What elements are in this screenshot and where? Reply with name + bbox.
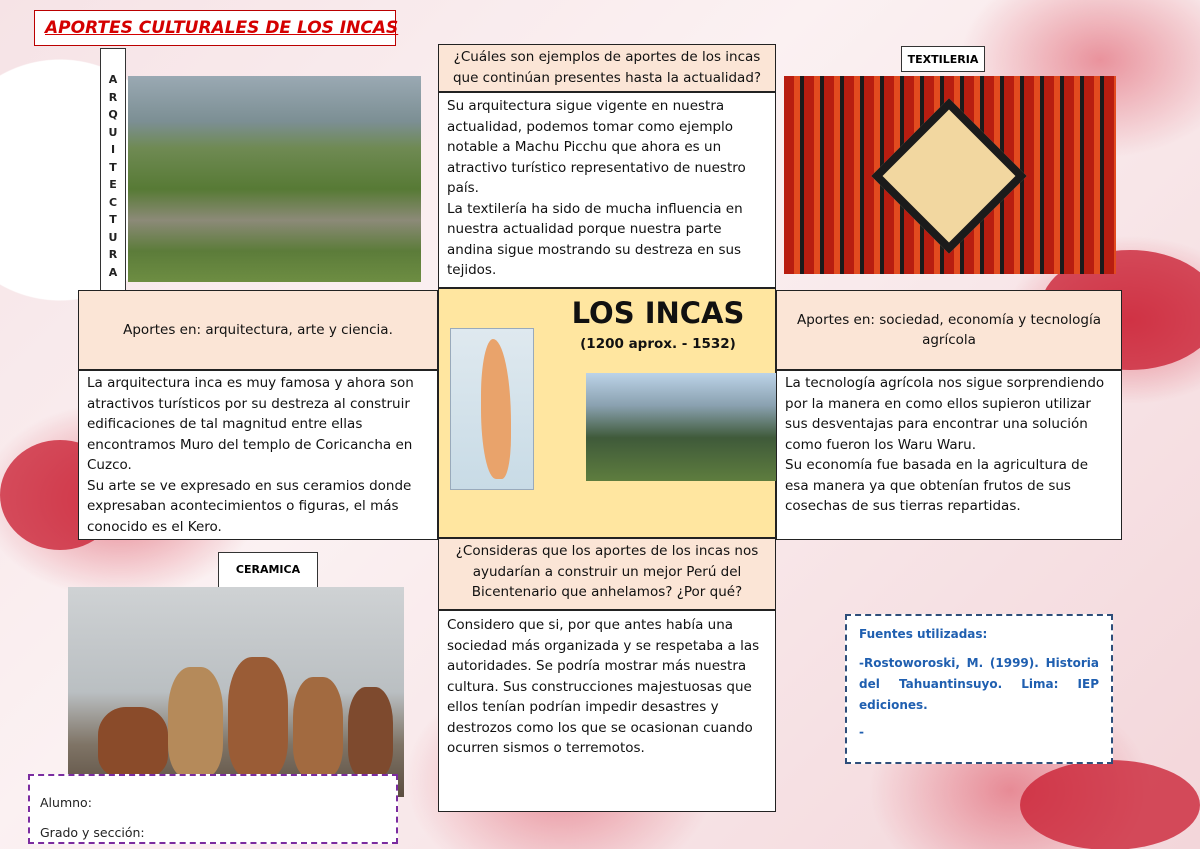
center-title: LOS INCAS — [571, 296, 745, 330]
student-grade-label: Grado y sección: — [40, 825, 145, 840]
right-body-paragraph: La tecnología agrícola nos sigue sorprendiendo por la manera en como ellos supieron utilizar sus desventajas para encontrar una solución como fueron los Waru Waru. — [785, 375, 1105, 453]
ceramics-photo — [68, 587, 404, 797]
left-body-paragraph: La arquitectura inca es muy famosa y ahora son atractivos turísticos por su destreza al construir edificaciones de tal magnitud entre ellas encontramos Muro del templo de Coricancha en Cuzco. — [87, 375, 414, 473]
vertical-label-arquitectura — [100, 48, 126, 304]
question-1: ¿Cuáles son ejemplos de aportes de los incas que continúan presentes hasta la actualidad? — [438, 44, 776, 92]
vertical-letter: A — [108, 73, 118, 86]
label-ceramica: CERAMICA — [218, 552, 318, 588]
sources-box — [845, 614, 1113, 764]
background-swirl — [1020, 760, 1200, 849]
vertical-letter: R — [108, 90, 118, 104]
sources-heading: Fuentes utilizadas: — [859, 627, 988, 641]
vertical-letter: U — [108, 125, 118, 139]
vertical-letter: T — [109, 213, 117, 226]
right-heading: Aportes en: sociedad, economía y tecnología agrícola — [776, 290, 1122, 370]
question-2: ¿Consideras que los aportes de los incas nos ayudarían a construir un mejor Perú del Bicentenario que anhelamos? ¿Por qué? — [438, 538, 776, 610]
textile-photo — [784, 76, 1116, 274]
machu-picchu-landscape-photo — [586, 373, 776, 481]
answer-1 — [438, 92, 776, 288]
student-info-box — [28, 774, 398, 844]
student-name-label: Alumno: — [40, 795, 92, 810]
vertical-letter: T — [109, 160, 117, 174]
answer-2: Considero que si, por que antes había una sociedad más organizada y se respetaba a las autoridades. Se podría mostrar más nuestra cultura. Sus construcciones majestuosas que ellos tenían podrían impedir desastres y destrozos como los que se ocasionan cuando ocurren sismos o terremotos. — [438, 610, 776, 812]
answer-1-paragraph: La textilería ha sido de mucha influencia en nuestra actualidad porque nuestra parte andina sigue mostrando su destreza en sus tejidos. — [447, 200, 743, 278]
vertical-letter: A — [108, 265, 118, 279]
right-body — [776, 370, 1122, 540]
page-title: APORTES CULTURALES DE LOS INCAS — [34, 10, 396, 46]
right-body-paragraph: Su economía fue basada en la agricultura de esa manera ya que obtenían frutos de sus cosechas de sus tierras repartidas. — [785, 457, 1089, 514]
left-body-paragraph: Su arte se ve expresado en sus ceramios donde expresaban acontecimientos o figuras, el más conocido es el Kero. — [87, 477, 412, 535]
vertical-letter: C — [108, 195, 118, 209]
vertical-letter: E — [109, 178, 117, 191]
vertical-letter: U — [108, 230, 118, 244]
center-subtitle: (1200 aprox. - 1532) — [580, 336, 736, 352]
machu-picchu-photo — [128, 76, 421, 282]
vertical-letter: R — [108, 248, 118, 261]
vertical-letter: I — [110, 143, 116, 156]
left-heading: Aportes en: arquitectura, arte y ciencia. — [78, 290, 438, 370]
source-item: -Rostoworoski, M. (1999). Historia del Tahuantinsuyo. Lima: IEP ediciones. — [859, 656, 1099, 712]
vertical-letter: Q — [108, 108, 118, 121]
inca-map-image — [450, 328, 534, 490]
source-item: - — [859, 725, 864, 739]
answer-1-paragraph: Su arquitectura sigue vigente en nuestra actualidad, podemos tomar como ejemplo notable a Machu Picchu que ahora es un atractivo turístico representativo de nuestro país. — [447, 98, 746, 196]
label-textileria: TEXTILERIA — [901, 46, 985, 72]
left-body — [78, 370, 438, 540]
